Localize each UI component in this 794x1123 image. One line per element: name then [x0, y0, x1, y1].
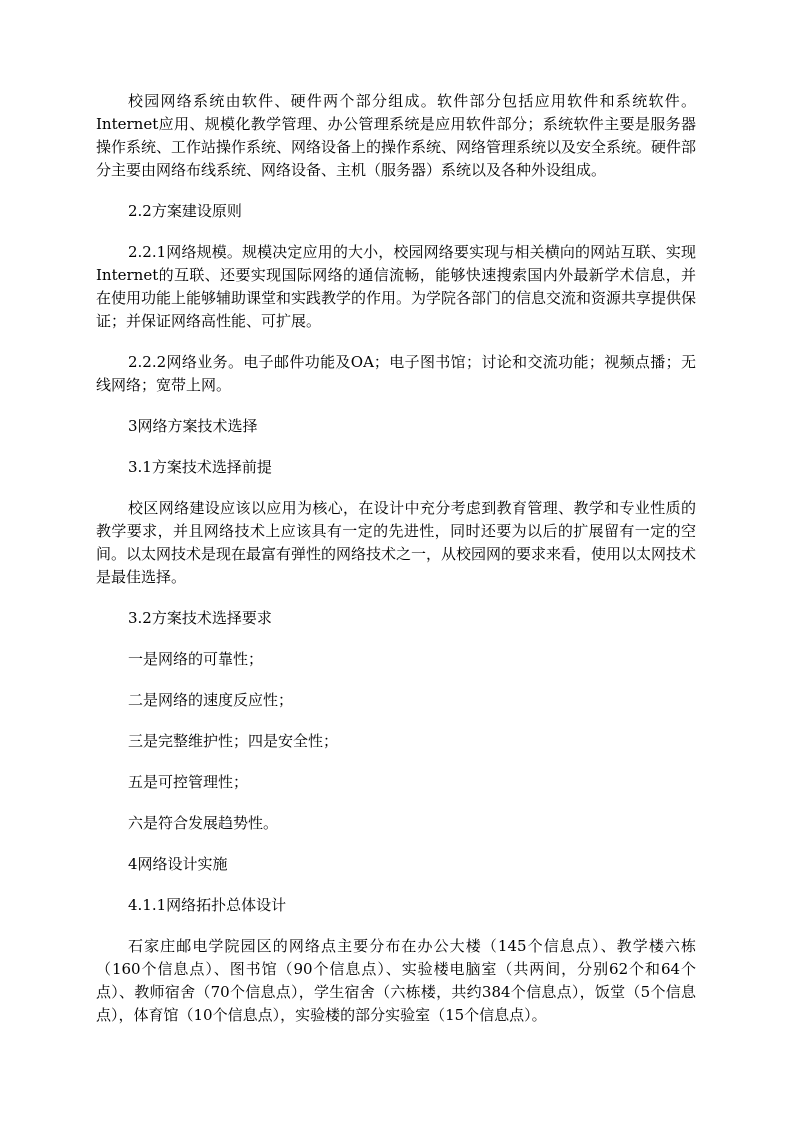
requirement-maintainability-security: 三是完整维护性；四是安全性；: [128, 732, 339, 750]
heading-4-1-1-topology-design: 4.1.1网络拓扑总体设计: [128, 896, 287, 914]
paragraph-campus-network-construction: 校区网络建设应该以应用为核心，在设计中充分考虑到教育管理、教学和专业性质的教学要求，并且网络技术上应该具有一定的先进性，同时还要为以后的扩展留有一定的空间。以太网技术是现在最富有弹性的网络技术之一，从校园网的要求来看，使用以太网技术是最佳选择。: [96, 499, 697, 586]
paragraph-2-2-1-network-scale: 2.2.1网络规模。规模决定应用的大小，校园网络要实现与相关横向的网站互联、实现Internet的互联、还要实现国际网络的通信流畅，能够快速搜索国内外最新学术信息，并在使用功能上能够辅助课堂和实践教学的作用。为学院各部门的信息交流和资源共享提供保证；并保证网络高性能、可扩展。: [96, 243, 697, 330]
heading-3-1-selection-premise: 3.1方案技术选择前提: [128, 458, 272, 476]
heading-3-2-selection-requirements: 3.2方案技术选择要求: [128, 609, 272, 627]
heading-2-2-construction-principles: 2.2方案建设原则: [128, 202, 242, 220]
document-body: [96, 90, 696, 1045]
heading-3-technology-selection: 3网络方案技术选择: [128, 417, 258, 435]
requirement-reliability: 一是网络的可靠性；: [128, 650, 264, 668]
requirement-manageability: 五是可控管理性；: [128, 773, 249, 791]
requirement-speed-response: 二是网络的速度反应性；: [128, 691, 294, 709]
paragraph-campus-network-overview: 校园网络系统由软件、硬件两个部分组成。软件部分包括应用软件和系统软件。Internet应用、规模化教学管理、办公管理系统是应用软件部分；系统软件主要是服务器操作系统、工作站操作系统、网络设备上的操作系统、网络管理系统以及安全系统。硬件部分主要由网络布线系统、网络设备、主机（服务器）系统以及各种外设组成。: [96, 92, 697, 179]
heading-4-design-implementation: 4网络设计实施: [128, 855, 228, 873]
paragraph-2-2-2-network-services: 2.2.2网络业务。电子邮件功能及OA；电子图书馆；讨论和交流功能；视频点播；无线网络；宽带上网。: [96, 353, 696, 394]
paragraph-network-point-distribution: 石家庄邮电学院园区的网络点主要分布在办公大楼（145个信息点）、教学楼六栋（160个信息点）、图书馆（90个信息点）、实验楼电脑室（共两间，分别62个和64个点）、教师宿舍（70个信息点），学生宿舍（六栋楼，共约384个信息点），饭堂（5个信息点），体育馆（10个信息点），实验楼的部分实验室（15个信息点）。: [96, 937, 696, 1024]
requirement-development-trend: 六是符合发展趋势性。: [128, 814, 279, 832]
